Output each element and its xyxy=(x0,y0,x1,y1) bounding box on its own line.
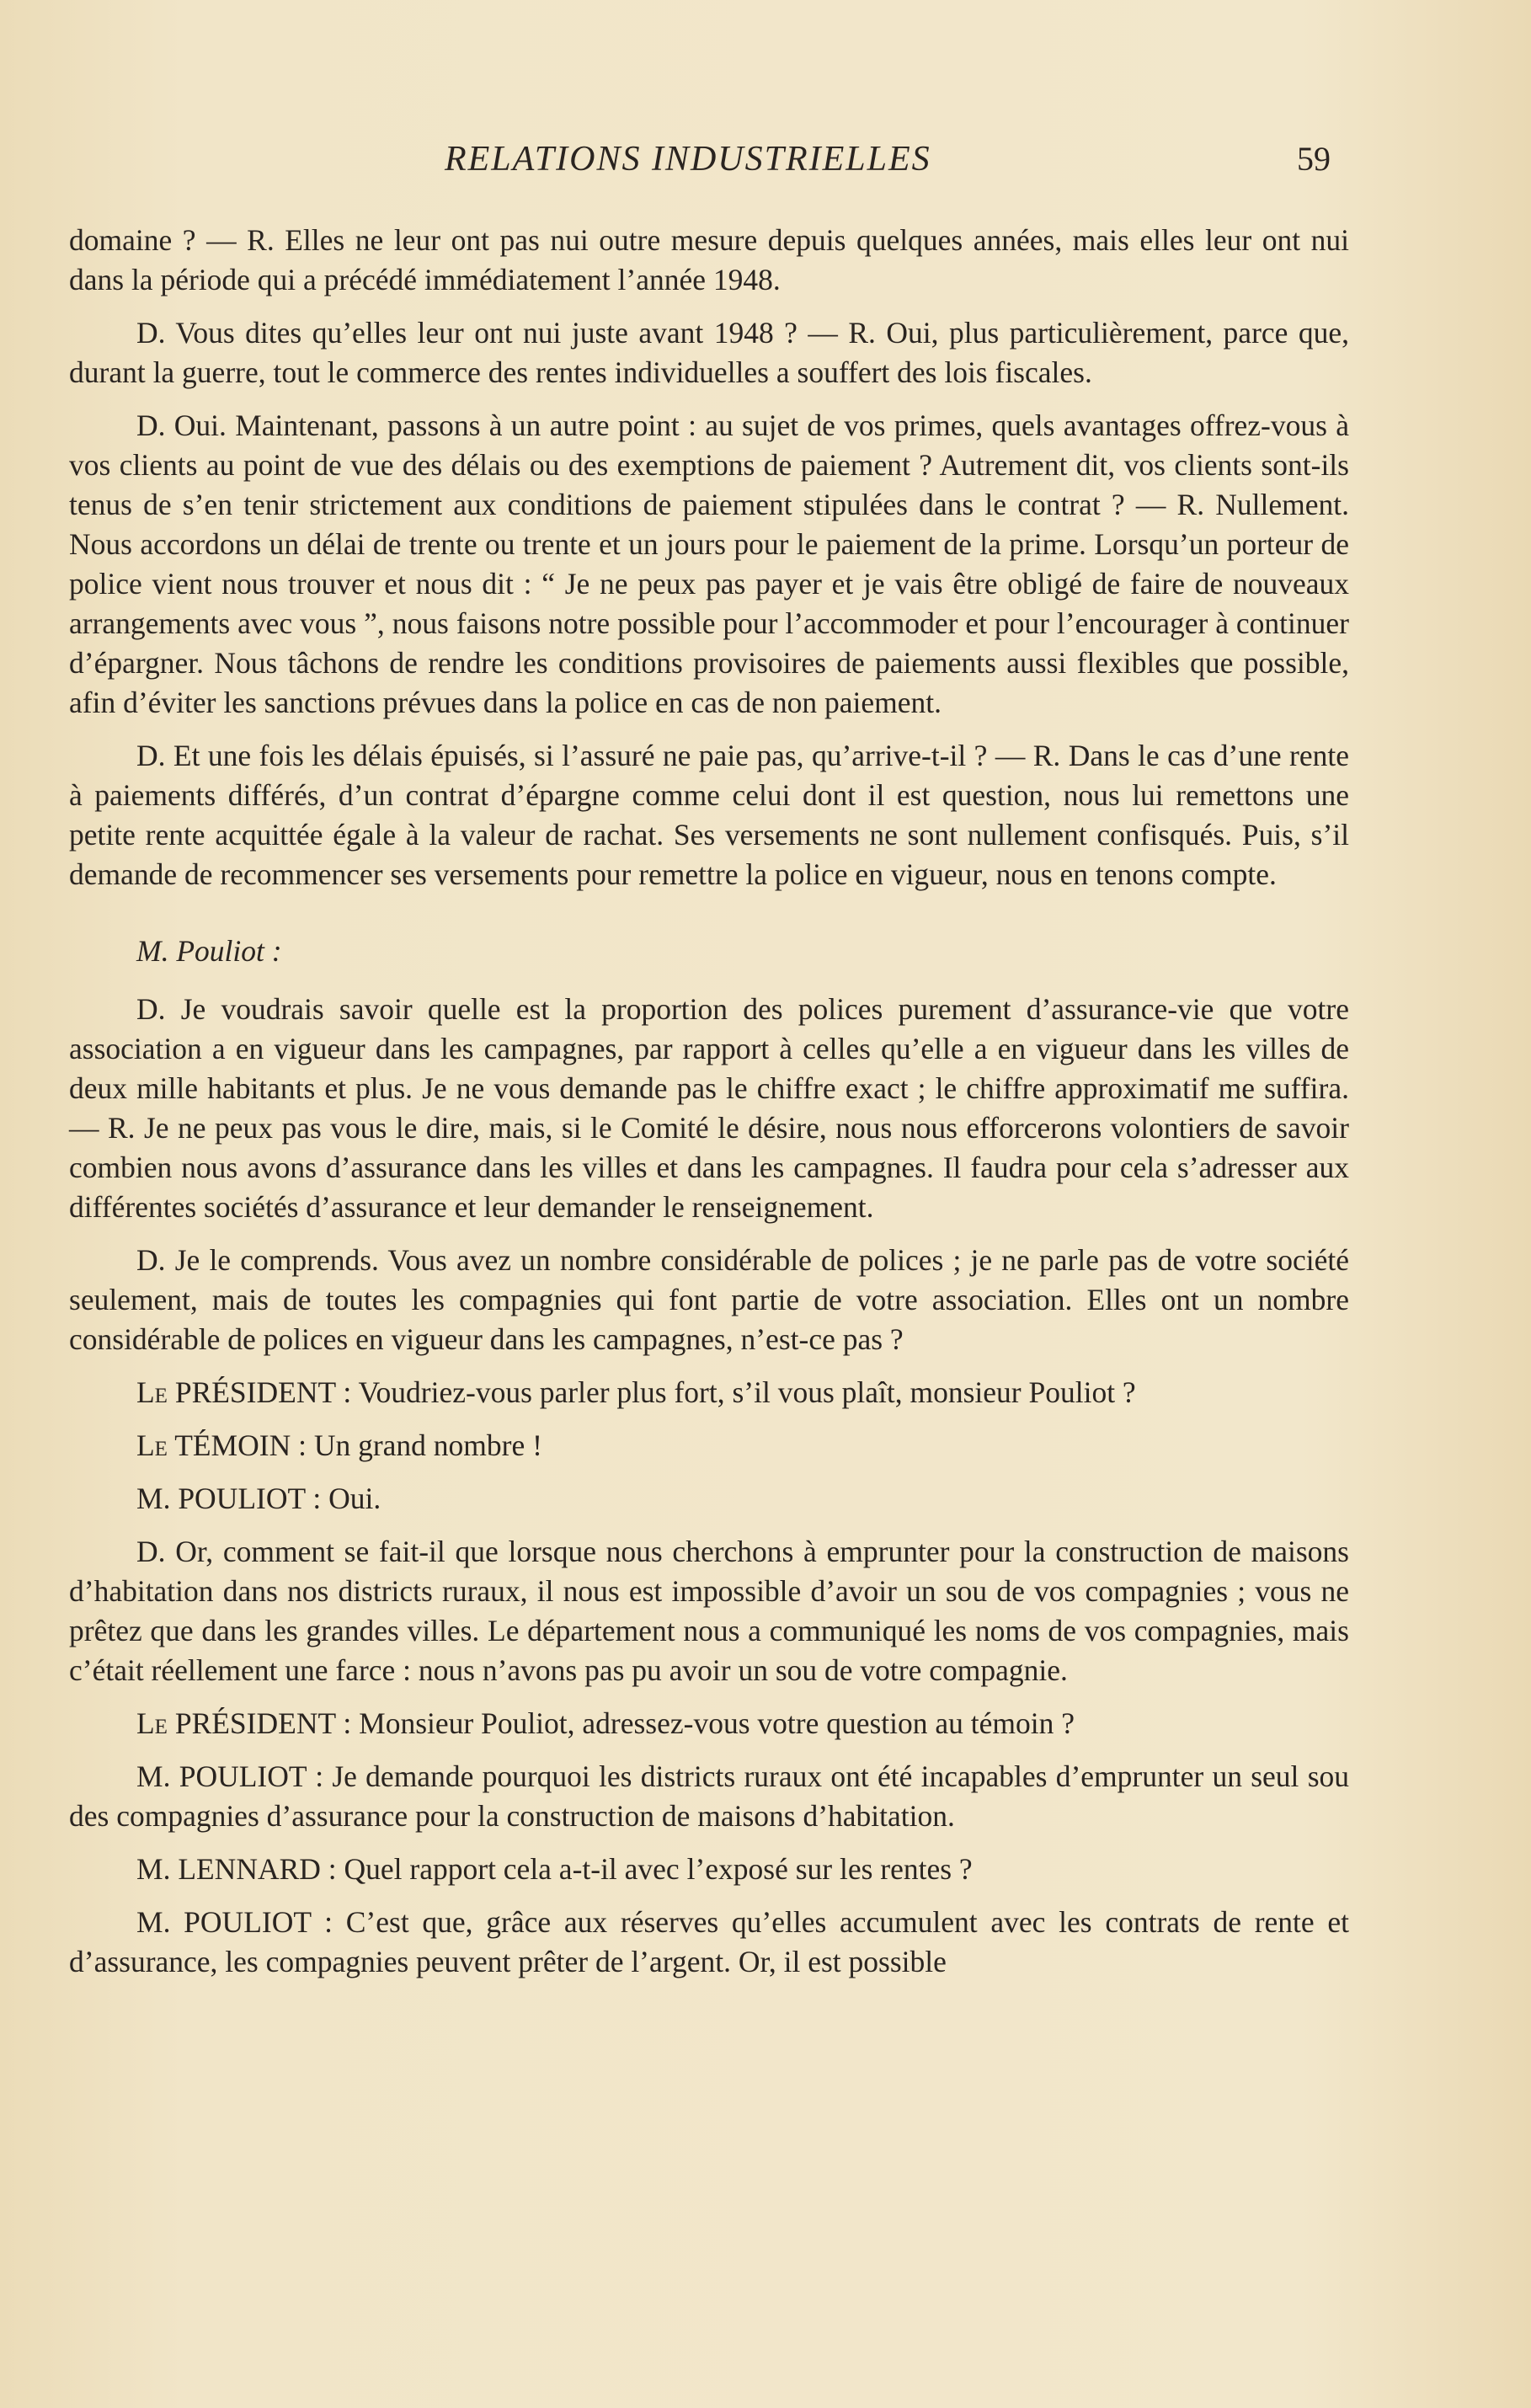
paragraph: D. Vous dites qu’elles leur ont nui juste avant 1948 ? — R. Oui, plus particulièrement, parce que, durant la guerre, tout le commerce des rentes individuelles a souffert des lois fiscales. xyxy=(69,316,1349,389)
running-title: RELATIONS INDUSTRIELLES xyxy=(445,140,931,179)
speaker-label: M. POULIOT : xyxy=(136,1905,333,1939)
paragraph: D. Et une fois les délais épuisés, si l’assuré ne paie pas, qu’arrive-t-il ? — R. Dans le cas d’une rente à paiements différés, d’un contrat d’épargne comme celui dont il est question, nous lui remettons une petite rente acquittée égale à la valeur de rachat. Ses versements ne sont nullement confisqués. Puis, s’il demande de recommencer ses versements pour remettre la police en vigueur, nous en tenons compte. xyxy=(69,739,1349,891)
paragraph: D. Or, comment se fait-il que lorsque nous cherchons à emprunter pour la construction de maisons d’habitation dans nos districts ruraux, il nous est impossible d’avoir un sou de vos compagnies ; vous ne prêtez que dans les grandes villes. Le département nous a communiqué les noms de vos compagnies, mais c’était réellement une farce : nous n’avons pas pu avoir un sou de votre compagnie. xyxy=(69,1535,1349,1687)
speaker-label: M. POULIOT : xyxy=(136,1759,324,1793)
speaker-line: Le PRÉSIDENT : Monsieur Pouliot, adressez-vous votre question au témoin ? xyxy=(136,1706,1075,1740)
speaker-label: Le PRÉSIDENT : xyxy=(136,1706,352,1740)
speaker-label: M. LENNARD : xyxy=(136,1852,337,1886)
paragraph: D. Oui. Maintenant, passons à un autre point : au sujet de vos primes, quels avantages offrez-vous à vos clients au point de vue des délais ou des exemptions de paiement ? Autrement dit, vos clients sont-ils tenus de s’en tenir strictement aux conditions de paiement stipulées dans le contrat ? — R. Nullement. Nous accordons un délai de trente ou trente et un jours pour le paiement de la prime. Lorsqu’un porteur de police vient nous trouver et nous dit : “ Je ne peux pas payer et je vais être obligé de faire de nouveaux arrangements avec vous ”, nous faisons notre possible pour l’accommoder et pour l’encourager à continuer d’épargner. Nous tâchons de rendre les conditions provisoires de paiements aussi flexibles que possible, afin d’éviter les sanctions prévues dans la police en cas de non paiement. xyxy=(69,408,1349,719)
speaker-line: M. POULIOT : Oui. xyxy=(136,1482,381,1515)
speaker-line: M. LENNARD : Quel rapport cela a-t-il avec l’exposé sur les rentes ? xyxy=(136,1852,973,1886)
paragraph: D. Je le comprends. Vous avez un nombre considérable de polices ; je ne parle pas de votre société seulement, mais de toutes les compagnies qui font partie de votre association. Elles ont un nombre considérable de polices en vigueur dans les campagnes, n’est-ce pas ? xyxy=(69,1243,1349,1356)
paragraph: domaine ? — R. Elles ne leur ont pas nui outre mesure depuis quelques années, mais elles leur ont nui dans la période qui a précédé immédiatement l’année 1948. xyxy=(69,223,1349,296)
speaker-heading: M. Pouliot : xyxy=(136,934,282,968)
speaker-line: M. POULIOT : Je demande pourquoi les districts ruraux ont été incapables d’emprunter un seul sou des compagnies d’assurance pour la construction de maisons d’habitation. xyxy=(69,1759,1350,1833)
speaker-label: Le TÉMOIN : xyxy=(136,1428,307,1462)
speaker-label: Le PRÉSIDENT : xyxy=(136,1375,352,1409)
body-text xyxy=(69,221,1349,1995)
speaker-line: Le TÉMOIN : Un grand nombre ! xyxy=(136,1428,542,1462)
paragraph: D. Je voudrais savoir quelle est la proportion des polices purement d’assurance-vie que votre association a en vigueur dans les campagnes, par rapport à celles qu’elle a en vigueur dans les villes de deux mille habitants et plus. Je ne vous demande pas le chiffre exact ; le chiffre approximatif me suffira. — R. Je ne peux pas vous le dire, mais, si le Comité le désire, nous nous efforcerons volontiers de savoir combien nous avons d’assurance dans les villes et dans les campagnes. Il faudra pour cela s’adresser aux différentes sociétés d’assurance et leur demander le renseignement. xyxy=(69,992,1349,1224)
speaker-line: M. POULIOT : C’est que, grâce aux réserves qu’elles accumulent avec les contrats de rente et d’assurance, les compagnies peuvent prêter de l’argent. Or, il est possible xyxy=(69,1905,1350,1978)
speaker-label: M. POULIOT : xyxy=(136,1482,322,1515)
page-number: 59 xyxy=(1297,140,1331,178)
speaker-line: Le PRÉSIDENT : Voudriez-vous parler plus fort, s’il vous plaît, monsieur Pouliot ? xyxy=(136,1375,1136,1409)
running-header xyxy=(0,139,1531,190)
